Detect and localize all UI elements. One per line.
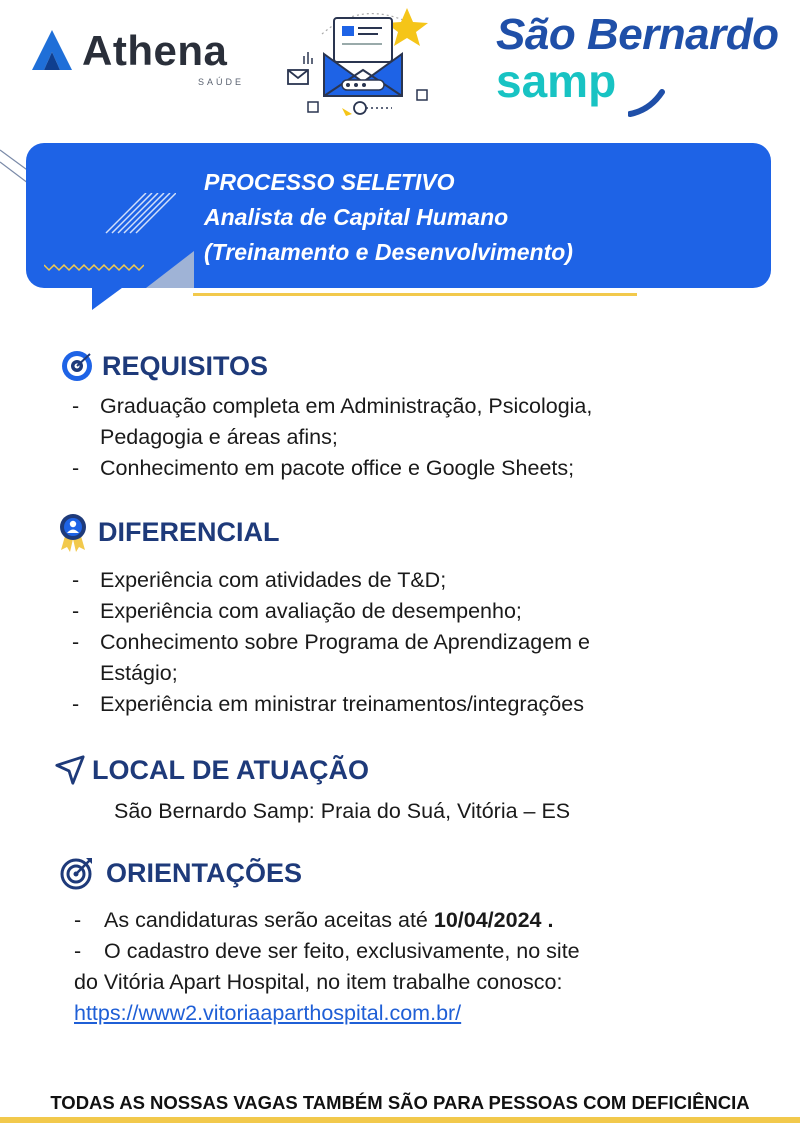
sao-bernardo-samp-logo [490,10,790,120]
banner-zigzag-pattern [44,261,144,275]
list-item: - Experiência em ministrar treinamentos/integrações [72,689,672,720]
list-item: - Graduação completa em Administração, Psicologia, Pedagogia e áreas afins; [72,391,672,453]
deadline-date: 10/04/2024 . [433,908,554,932]
banner-title [204,165,573,270]
requisitos-heading [60,349,268,383]
list-item: - O cadastro deve ser feito, exclusivamente, no site [74,939,580,963]
diferencial-list [72,565,672,720]
banner-job-title: Analista de Capital Humano [204,204,509,230]
athena-logo-subtitle: SAÚDE [198,77,245,87]
registration-text-line1: O cadastro deve ser feito, exclusivamente, no site [104,939,580,963]
target-arrow-icon [60,856,94,890]
local-title: LOCAL DE ATUAÇÃO [92,754,369,785]
requisitos-list [72,391,672,484]
list-item: - As candidaturas serão aceitas até 10/04/2024 . [74,908,554,932]
logo-swoosh-icon [628,88,668,118]
requisitos-title: REQUISITOS [102,350,269,381]
orientacoes-heading [60,856,302,890]
inclusion-notice: TODAS AS NOSSAS VAGAS TAMBÉM SÃO PARA PESSOAS COM DEFICIÊNCIA [50,1092,750,1113]
orientacoes-body [74,905,580,1029]
local-address: São Bernardo Samp: Praia do Suá, Vitória – ES [114,799,571,823]
samp-logo-text: samp [496,55,617,107]
banner-corner-triangle [146,251,194,288]
diferencial-heading [56,512,280,552]
list-item: - Conhecimento em pacote office e Google Sheets; [72,453,672,484]
athena-logo [30,28,227,72]
deadline-text: As candidaturas serão aceitas até [104,908,428,932]
footer-accent-bar [0,1117,800,1123]
location-arrow-icon [54,754,86,786]
list-item: - Conhecimento sobre Programa de Aprendizagem e Estágio; [72,627,672,689]
list-item: - Experiência com avaliação de desempenho; [72,596,672,627]
list-item: - Experiência com atividades de T&D; [72,565,672,596]
athena-logo-text: Athena [82,27,228,74]
sao-bernardo-logo-text: São Bernardo [496,10,779,59]
banner-stripes-pattern [86,193,176,253]
careers-link[interactable]: https://www2.vitoriaaparthospital.com.br/ [74,1001,462,1025]
banner-underline [193,293,637,296]
award-badge-icon [56,512,90,552]
email-illustration-icon [282,4,442,122]
banner-job-area: (Treinamento e Desenvolvimento) [204,239,573,265]
registration-text-line2: do Vitória Apart Hospital, no item trabalhe conosco: [74,970,563,994]
diferencial-title: DIFERENCIAL [98,516,280,547]
athena-logo-icon [30,28,74,72]
banner-process-label: PROCESSO SELETIVO [204,169,455,195]
target-icon [60,349,94,383]
orientacoes-title: ORIENTAÇÕES [106,857,303,888]
local-heading [54,754,369,786]
